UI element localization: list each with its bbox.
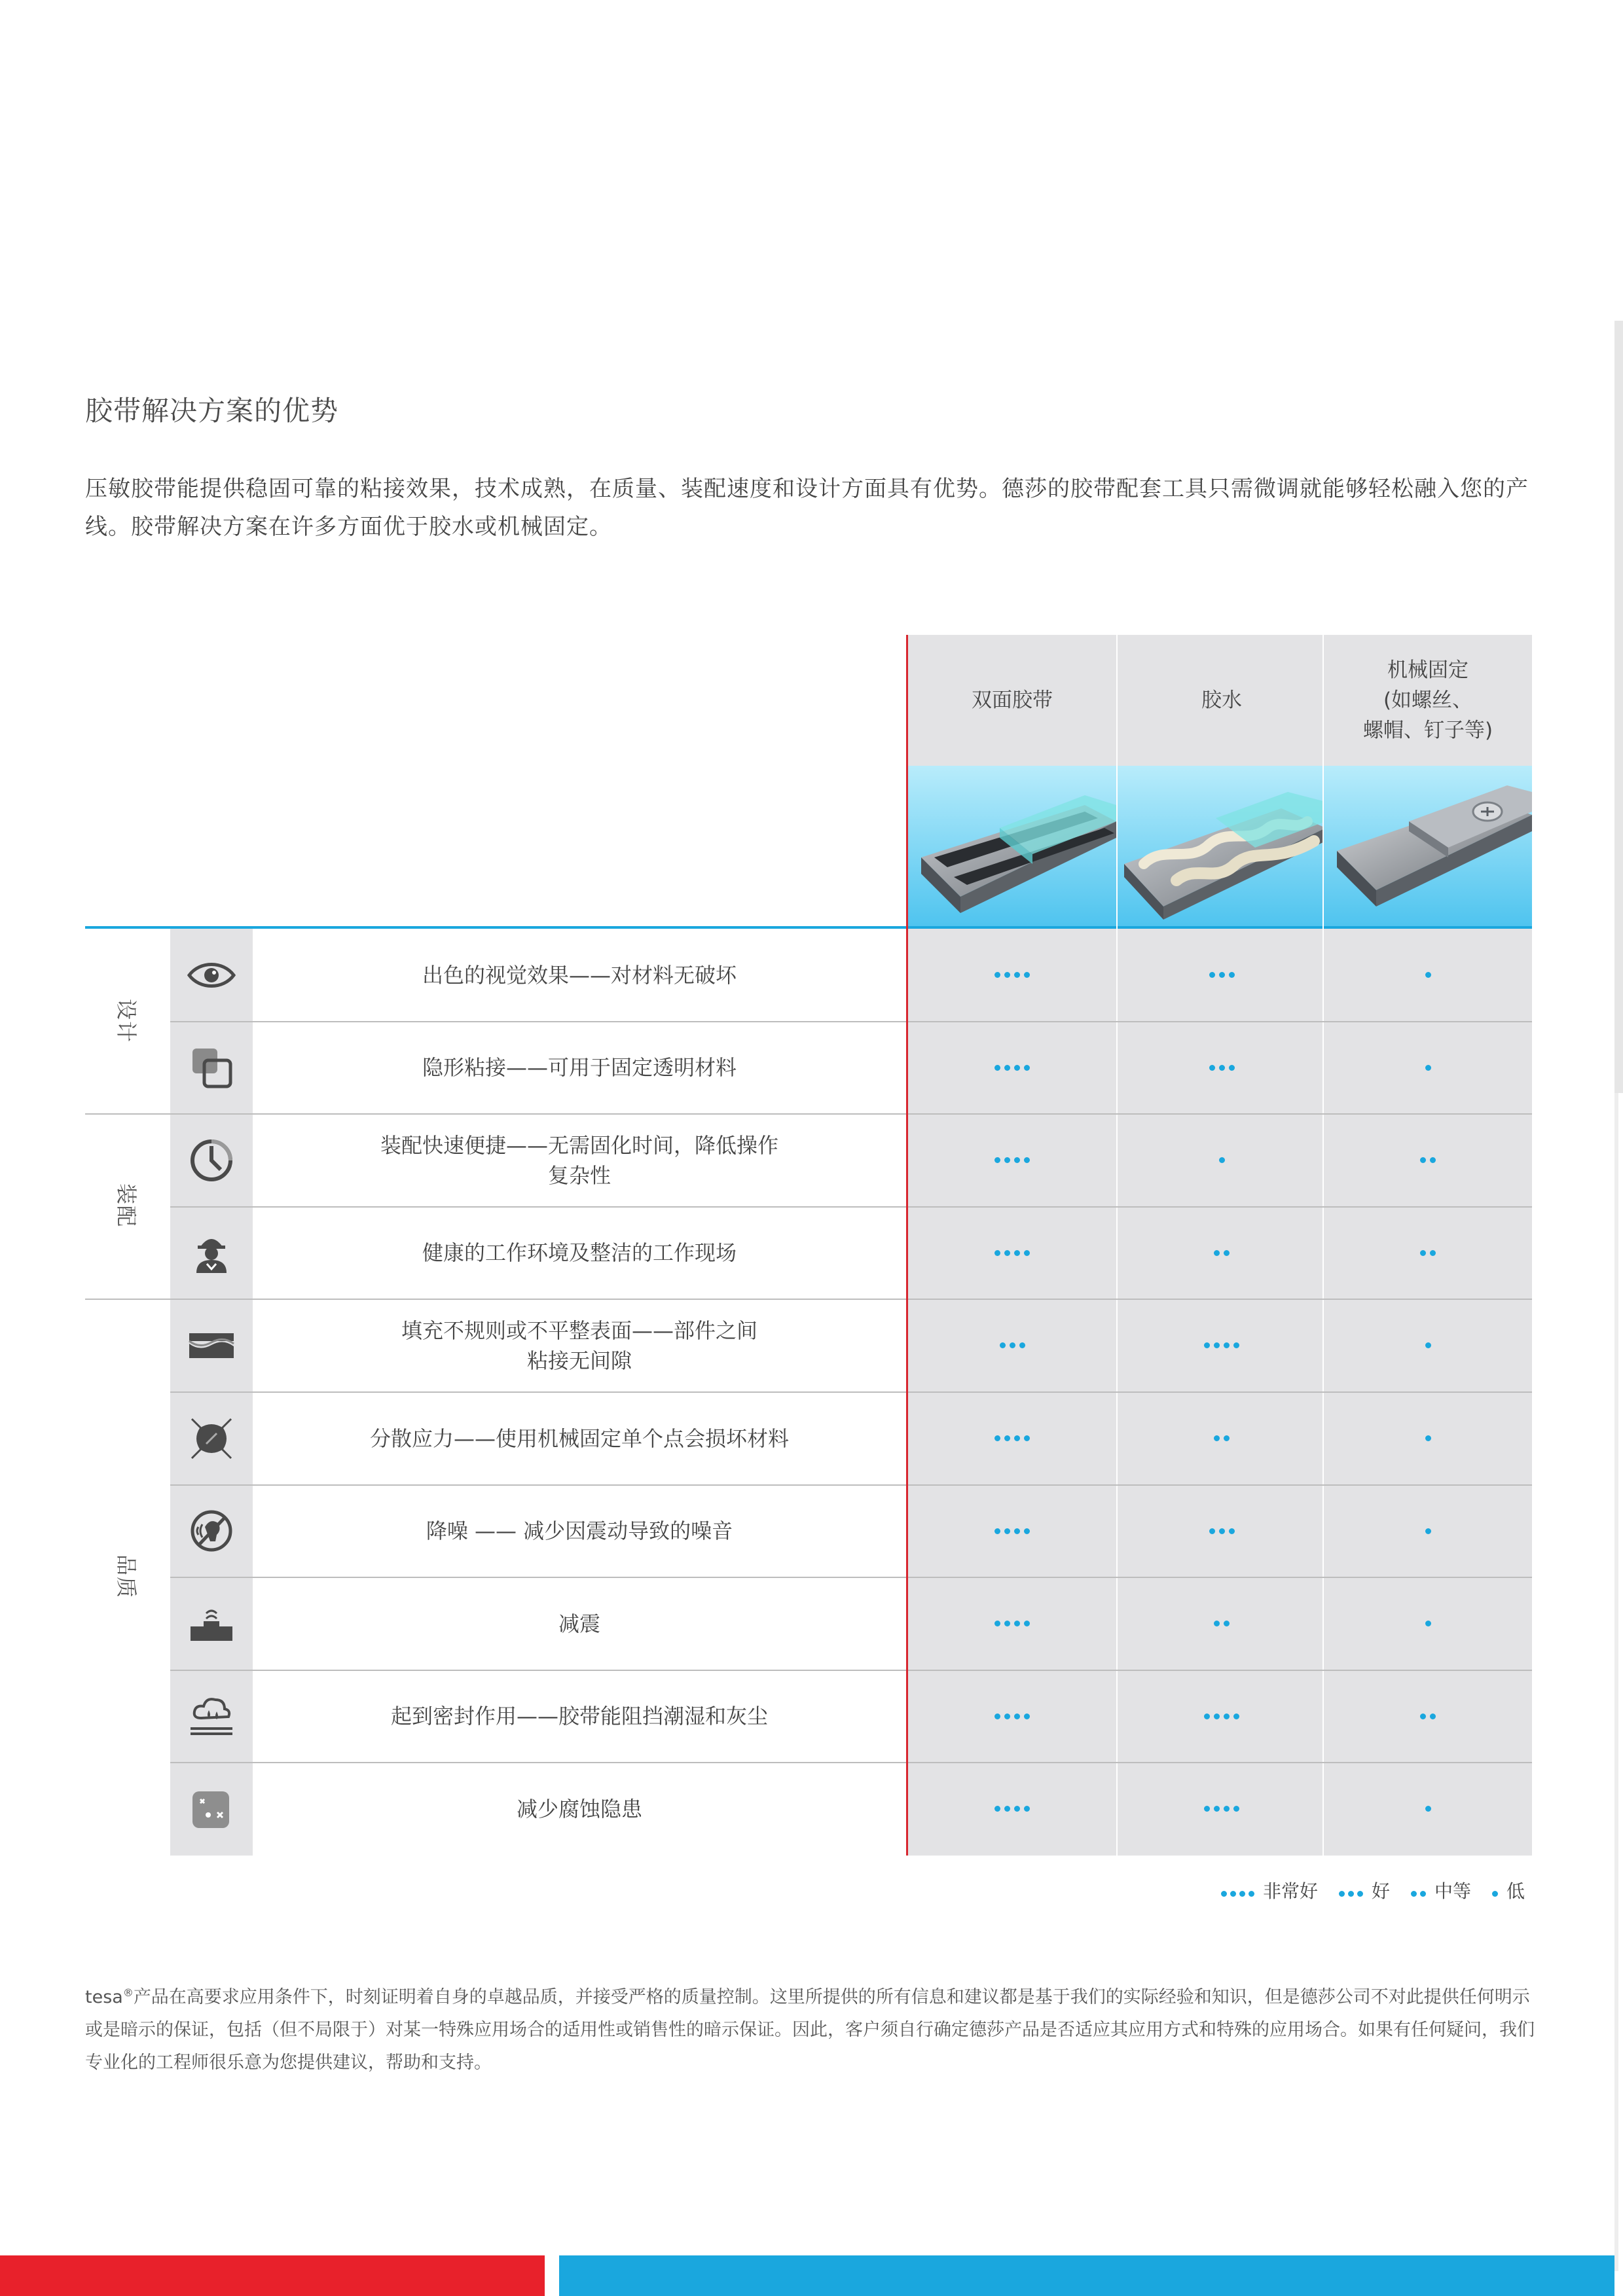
rating-dot [1209, 1528, 1215, 1534]
legend-dots [1491, 1880, 1500, 1901]
rating-dots [908, 1299, 1116, 1391]
row-label: 健康的工作环境及整洁的工作现场 [422, 1240, 737, 1266]
rating-dot [1024, 972, 1030, 978]
clock-icon [170, 1114, 253, 1206]
rating-dots [1118, 1299, 1326, 1391]
row-divider [170, 1391, 1532, 1393]
rating-dots [1324, 1022, 1532, 1114]
table-row [170, 929, 1532, 1021]
rating-dot [1024, 1157, 1030, 1163]
legend-dots [1410, 1880, 1428, 1901]
rating-dot [1209, 972, 1215, 978]
rating-dot [1014, 1250, 1020, 1256]
row-label: 降噪 —— 减少因震动导致的噪音 [426, 1518, 733, 1544]
rating-dot [1004, 1065, 1010, 1071]
rating-dot [1224, 1621, 1230, 1626]
rating-dot [1425, 1342, 1431, 1348]
rating-dot [1229, 1065, 1235, 1071]
category-divider [85, 1299, 1532, 1300]
rating-dot [1420, 1157, 1426, 1163]
rating-dots [1324, 1577, 1532, 1670]
rating-dots [1118, 1485, 1326, 1577]
mechanical-fastening-illustration [1324, 766, 1532, 926]
rating-dot [1219, 1528, 1225, 1534]
rating-dots [1324, 1392, 1532, 1484]
rating-dots [1324, 1670, 1532, 1763]
rating-dots [1118, 929, 1326, 1021]
rating-dot [994, 1528, 1000, 1534]
rating-legend [1220, 1877, 1525, 1903]
rating-dot [1229, 1528, 1235, 1534]
worker-icon [170, 1207, 253, 1299]
row-divider [170, 1206, 1532, 1208]
footer-red-bar [0, 2255, 545, 2296]
rating-dot [1004, 972, 1010, 978]
row-label: 起到密封作用——胶带能阻挡潮湿和灰尘 [390, 1704, 768, 1729]
table-row [170, 1207, 1532, 1299]
rating-dot [1014, 1157, 1020, 1163]
row-label: 减震 [558, 1611, 600, 1636]
category-design: 设计 [113, 998, 139, 1044]
row-label: 隐形粘接——可用于固定透明材料 [422, 1055, 737, 1081]
rating-dot [1219, 1065, 1225, 1071]
rating-dot [1204, 1806, 1210, 1812]
rating-dot [1425, 1065, 1431, 1071]
rating-dot [1024, 1250, 1030, 1256]
noise-reduction-icon [170, 1485, 253, 1577]
glue-illustration [1118, 766, 1326, 926]
rating-dots [908, 1114, 1116, 1206]
rating-dots [1118, 1670, 1326, 1763]
rating-dot [1004, 1528, 1010, 1534]
rating-dot [1425, 1806, 1431, 1812]
rating-dot [1010, 1342, 1015, 1348]
rating-dot [1014, 1806, 1020, 1812]
table-row [170, 1577, 1532, 1670]
rating-dots [1118, 1207, 1326, 1299]
page-heading: 胶带解决方案的优势 [85, 395, 339, 427]
rating-dot [1224, 1342, 1230, 1348]
rating-dot [1004, 1157, 1010, 1163]
table-row [170, 1392, 1532, 1484]
rating-dot [994, 1713, 1000, 1719]
rating-dots [1324, 929, 1532, 1021]
rating-dots [908, 1207, 1116, 1299]
rating-dots [1324, 1299, 1532, 1391]
row-divider [170, 1021, 1532, 1022]
rating-dots [1324, 1207, 1532, 1299]
rating-dot [1425, 1435, 1431, 1441]
vibration-damping-icon [170, 1577, 253, 1670]
rating-dots [1118, 1392, 1326, 1484]
rating-dot [994, 1157, 1000, 1163]
rating-dot [1430, 1157, 1436, 1163]
rating-dots [908, 1763, 1116, 1855]
rating-dot [1233, 1806, 1239, 1812]
row-divider [170, 1670, 1532, 1671]
row-divider [170, 1762, 1532, 1763]
rating-dot [1004, 1250, 1010, 1256]
rating-dots [1324, 1114, 1532, 1206]
legend-item: 中等 [1410, 1877, 1471, 1903]
rating-dot [1420, 1250, 1426, 1256]
overlap-squares-icon [170, 1022, 253, 1114]
table-row [170, 1022, 1532, 1114]
rating-dot [1214, 1621, 1220, 1626]
uneven-surface-icon [170, 1299, 253, 1391]
rating-dot [994, 1806, 1000, 1812]
rating-dots [908, 929, 1116, 1021]
rating-dot [1430, 1713, 1436, 1719]
row-divider [170, 1577, 1532, 1578]
rating-dots [908, 1670, 1116, 1763]
rating-dot [1214, 1713, 1220, 1719]
stress-distribution-icon [170, 1392, 253, 1484]
table-row [170, 1485, 1532, 1577]
rating-dots [1324, 1485, 1532, 1577]
rating-dot [1224, 1250, 1230, 1256]
rating-dot [1224, 1713, 1230, 1719]
column-header-tape: 双面胶带 [908, 635, 1116, 766]
rating-dots [908, 1022, 1116, 1114]
rating-dot [1024, 1065, 1030, 1071]
footer-blue-bar [559, 2255, 1614, 2296]
rating-dots [908, 1485, 1116, 1577]
rating-dot [1000, 1342, 1006, 1348]
rating-dot [994, 1621, 1000, 1626]
category-quality: 品质 [113, 1554, 139, 1600]
rating-dot [1233, 1713, 1239, 1719]
rating-dot [1425, 972, 1431, 978]
rating-dot [994, 1435, 1000, 1441]
rating-dot [1014, 972, 1020, 978]
rating-dot [1014, 1435, 1020, 1441]
rating-dot [1019, 1342, 1025, 1348]
rating-dot [1024, 1806, 1030, 1812]
rating-dot [1024, 1435, 1030, 1441]
rating-dot [994, 1065, 1000, 1071]
rating-dot [994, 972, 1000, 978]
rating-dot [1219, 972, 1225, 978]
rating-dot [1014, 1713, 1020, 1719]
rating-dot [1425, 1621, 1431, 1626]
rating-dot [1014, 1528, 1020, 1534]
table-row [170, 1763, 1532, 1855]
rating-dots [1118, 1114, 1326, 1206]
legend-item: 低 [1491, 1877, 1525, 1903]
row-divider [170, 1484, 1532, 1486]
legend-dots [1338, 1880, 1365, 1901]
rating-dot [1004, 1806, 1010, 1812]
column-header-mechanical: 机械固定 (如螺丝、 螺帽、钉子等) [1324, 635, 1532, 766]
sealing-icon [170, 1670, 253, 1763]
legend-item: 非常好 [1220, 1877, 1318, 1903]
rating-dot [1024, 1528, 1030, 1534]
rating-dot [1214, 1806, 1220, 1812]
legend-item: 好 [1338, 1877, 1390, 1903]
row-label: 出色的视觉效果——对材料无破坏 [422, 962, 737, 988]
category-assembly: 装配 [113, 1183, 139, 1229]
rating-dot [1004, 1713, 1010, 1719]
rating-dot [1024, 1621, 1030, 1626]
rating-dot [1229, 972, 1235, 978]
rating-dot [1224, 1806, 1230, 1812]
table-row [170, 1299, 1532, 1391]
rating-dots [1118, 1763, 1326, 1855]
column-header-glue: 胶水 [1118, 635, 1326, 766]
rating-dot [1425, 1528, 1431, 1534]
rating-dot [1004, 1621, 1010, 1626]
corrosion-icon [170, 1763, 253, 1855]
rating-dot [1014, 1065, 1020, 1071]
rating-dot [1224, 1435, 1230, 1441]
double-sided-tape-illustration [908, 766, 1116, 926]
category-divider [85, 1113, 1532, 1115]
intro-paragraph: 压敏胶带能提供稳固可靠的粘接效果，技术成熟，在质量、装配速度和设计方面具有优势。德莎的胶带配套工具只需微调就能够轻松融入您的产线。胶带解决方案在许多方面优于胶水或机械固定。 [85, 476, 1529, 540]
rating-dots [1118, 1022, 1326, 1114]
rating-dot [1219, 1157, 1225, 1163]
eye-icon [170, 929, 253, 1021]
rating-dot [994, 1250, 1000, 1256]
rating-dot [1209, 1065, 1215, 1071]
rating-dot [1233, 1342, 1239, 1348]
table-row [170, 1670, 1532, 1763]
rating-dots [1324, 1763, 1532, 1855]
rating-dot [1204, 1342, 1210, 1348]
rating-dot [1430, 1250, 1436, 1256]
row-label: 填充不规则或不平整表面——部件之间 粘接无间隙 [401, 1318, 757, 1373]
rating-dot [1204, 1713, 1210, 1719]
table-row [170, 1114, 1532, 1206]
row-label: 分散应力——使用机械固定单个点会损坏材料 [369, 1426, 789, 1451]
rating-dot [1420, 1713, 1426, 1719]
rating-dots [1118, 1577, 1326, 1670]
row-label: 装配快速便捷——无需固化时间，降低操作 复杂性 [380, 1132, 778, 1188]
tape-column-highlight-line [906, 635, 908, 1856]
rating-dots [908, 1577, 1116, 1670]
rating-dot [1214, 1342, 1220, 1348]
rating-dot [1004, 1435, 1010, 1441]
rating-dots [908, 1392, 1116, 1484]
page-edge-strip [1614, 1093, 1618, 2271]
rating-dot [1214, 1435, 1220, 1441]
legend-dots [1220, 1880, 1256, 1901]
row-label: 减少腐蚀隐患 [516, 1796, 642, 1821]
rating-dot [1214, 1250, 1220, 1256]
rating-dot [1024, 1713, 1030, 1719]
rating-dot [1014, 1621, 1020, 1626]
disclaimer: tesa®产品在高要求应用条件下，时刻证明着自身的卓越品质，并接受严格的质量控制。这里所提供的所有信息和建议都是基于我们的实际经验和知识，但是德莎公司不对此提供任何明示或是暗示的保证，包括（但不局限于）对某一特殊应用场合的适用性或销售性的暗示保证。因此，客户须自行确定德莎产品是否适应其应用方式和特殊的应用场合。如果有任何疑问，我们专业化的工程师很乐意为您提供建议，帮助和支持。 [85, 1986, 1535, 2073]
page-edge-strip [1614, 321, 1623, 1093]
